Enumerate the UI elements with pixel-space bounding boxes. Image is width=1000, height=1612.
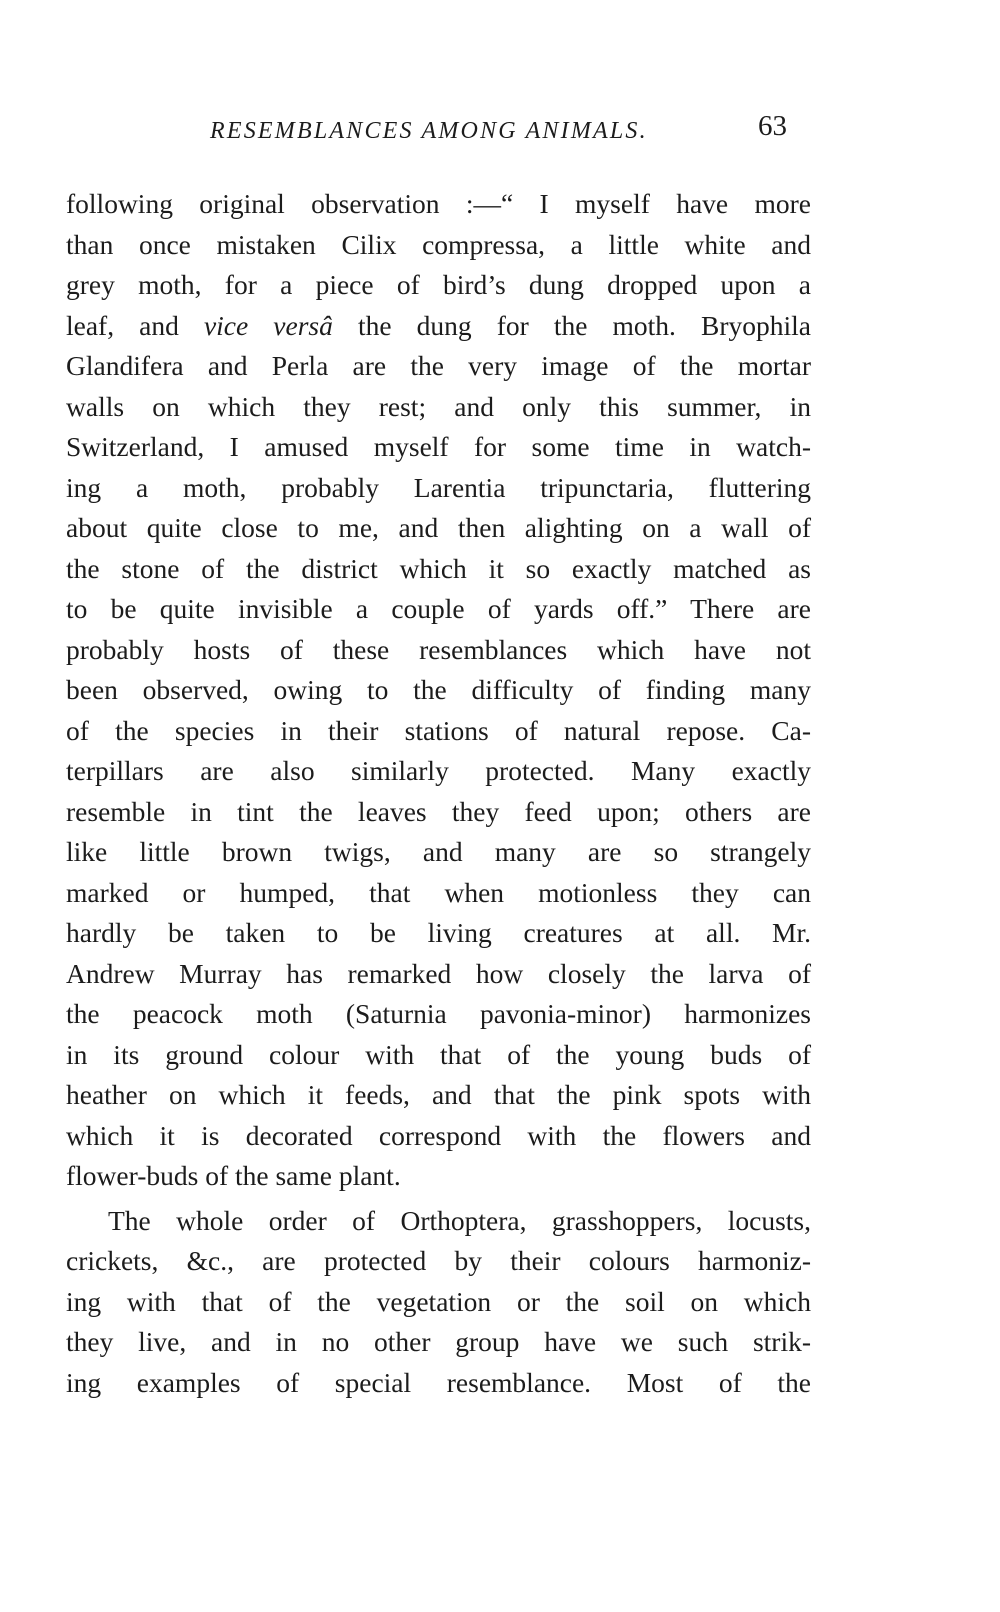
text-line: like little brown twigs, and many are so strangely [66,836,811,867]
text-line: of the species in their stations of natural repose. Ca- [66,714,811,746]
text-line: ing with that of the vegetation or the soil on which [66,1285,811,1317]
running-title: RESEMBLANCES AMONG ANIMALS. [210,118,648,144]
text-line: following original observation :—“ I myself have more [66,188,811,219]
text-line: ing a moth, probably Larentia tripunctaria, fluttering [66,471,811,503]
text-line: leaf, and vice versâ the dung for the moth. Bryophila [66,309,811,341]
page-number: 63 [758,110,787,142]
text-line: Switzerland, I amused myself for some time in watch- [66,431,811,462]
text-line: terpillars are also similarly protected. Many exactly [66,755,811,786]
text-line: the peacock moth (Saturnia pavonia-minor) harmonizes [66,998,811,1029]
paragraph-2 [66,1201,811,1404]
text-line: they live, and in no other group have we such strik- [66,1326,811,1357]
text-line: probably hosts of these resemblances which have not [66,633,811,665]
text-line: than once mistaken Cilix compressa, a little white and [66,228,811,260]
text-line: to be quite invisible a couple of yards off.” There are [66,593,811,624]
text-line: Glandifera and Perla are the very image of the mortar [66,350,811,381]
text-line: ing examples of special resemblance. Most of the [66,1366,811,1398]
text-line: marked or humped, that when motionless they can [66,876,811,908]
text-line: heather on which it feeds, and that the pink spots with [66,1079,811,1110]
text-line: flower-buds of the same plant. [66,1160,401,1191]
text-line: The whole order of Orthoptera, grasshoppers, locusts, [108,1204,811,1236]
body-text [66,184,811,1403]
italic-phrase: vice versâ [203,309,333,341]
text-line: walls on which they rest; and only this summer, in [66,390,811,422]
text-line: in its ground colour with that of the young buds of [66,1038,811,1070]
text-line: grey moth, for a piece of bird’s dung dropped upon a [66,269,811,300]
text-line: resemble in tint the leaves they feed upon; others are [66,795,811,827]
text-line: which it is decorated correspond with the flowers and [66,1119,811,1151]
text-line: hardly be taken to be living creatures at all. Mr. [66,917,811,948]
text-line: Andrew Murray has remarked how closely the larva of [66,957,811,989]
text-line: been observed, owing to the difficulty of finding many [66,674,811,705]
paragraph-1 [66,184,811,1197]
text-line: the stone of the district which it so exactly matched as [66,552,811,584]
text-line: crickets, &c., are protected by their colours harmoniz- [66,1245,811,1276]
text-line: about quite close to me, and then alighting on a wall of [66,512,811,543]
